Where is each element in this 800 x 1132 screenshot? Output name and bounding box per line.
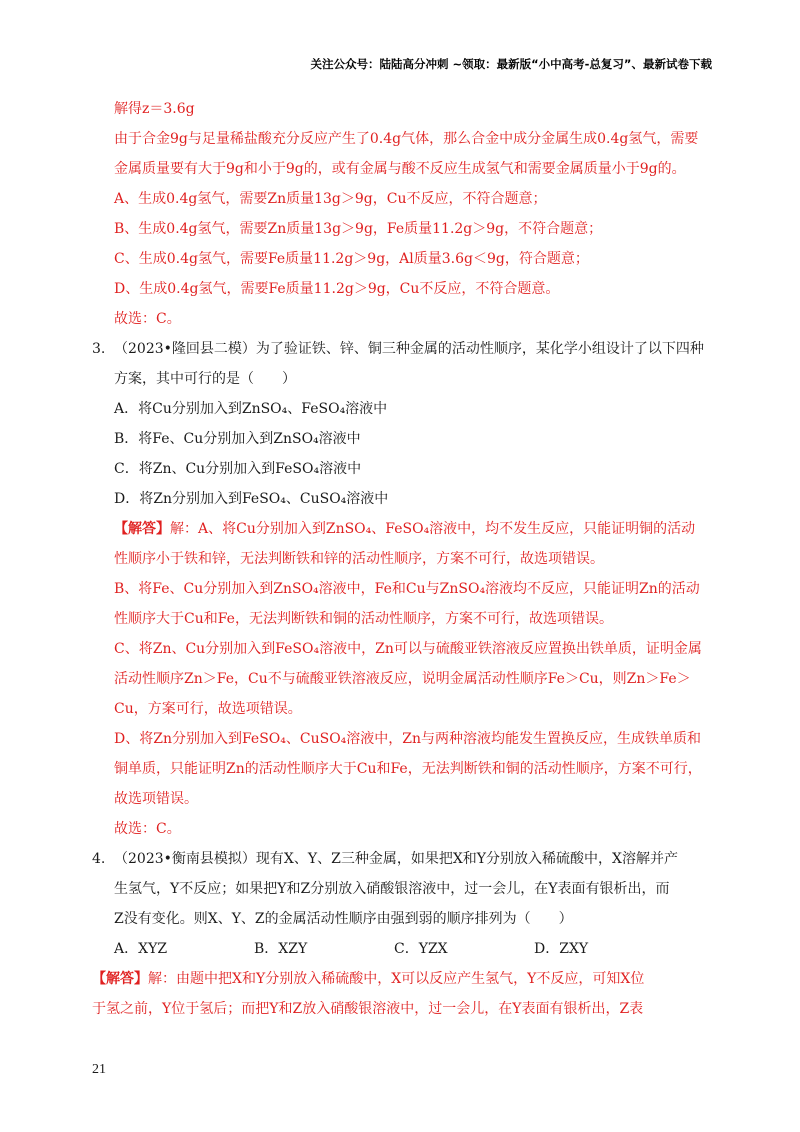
option-a: A．将Cu分别加入到ZnSO₄、FeSO₄溶液中 [114,401,388,417]
question-text: Z没有变化。则X、Y、Z的金属活动性顺序由强到弱的顺序排列为（ ） [114,911,573,927]
solution-line: 由于合金9g与足量稀盐酸充分反应产生了0.4g气体，那么合金中成分金属生成0.4g氢气，需要 [114,131,699,147]
answer-line [92,514,722,544]
solution-line: 解得z＝3.6g [114,101,195,117]
solution-line: A、生成0.4g氢气，需要Zn质量13g＞9g，Cu不反应，不符合题意； [114,191,547,207]
options-row [92,934,722,964]
answer-tag: 【解答】 [114,521,170,537]
answer-line: B、将Fe、Cu分别加入到ZnSO₄溶液中，Fe和Cu与ZnSO₄溶液均不反应，只能证明Zn的活动 [114,581,700,597]
question-number: 4. [92,851,106,867]
answer-text: 解：A、将Cu分别加入到ZnSO₄、FeSO₄溶液中，均不发生反应，只能证明铜的活动 [170,521,696,537]
question-text: （2023•隆回县二模）为了验证铁、锌、铜三种金属的活动性顺序，某化学小组设计了以下四种 [114,341,704,357]
answer-line: D、将Zn分别加入到FeSO₄、CuSO₄溶液中，Zn与两种溶液均能发生置换反应，生成铁单质和 [114,731,702,747]
answer-line: 故选：C。 [114,821,181,837]
answer-line: 性顺序小于铁和锌，无法判断铁和锌的活动性顺序，方案不可行，故选项错误。 [114,551,604,567]
question-3-stem [92,334,722,364]
question-number: 3. [92,341,106,357]
option-c: C．将Zn、Cu分别加入到FeSO₄溶液中 [114,461,362,477]
answer-line: 性顺序大于Cu和Fe，无法判断铁和铜的活动性顺序，方案不可行，故选项错误。 [114,611,613,627]
option-b: B．将Fe、Cu分别加入到ZnSO₄溶液中 [114,431,361,447]
option-b: B．XZY [254,941,308,957]
answer-line: 铜单质，只能证明Zn的活动性顺序大于Cu和Fe，无法判断铁和铜的活动性顺序，方案不可行， [114,761,702,777]
answer-text: 解：由题中把X和Y分别放入稀硫酸中，X可以反应产生氢气，Y不反应，可知X位 [148,971,645,987]
page-content [92,94,722,1024]
question-4-stem [92,844,722,874]
answer-line [92,964,722,994]
solution-line: D、生成0.4g氢气，需要Fe质量11.2g＞9g，Cu不反应，不符合题意。 [114,281,560,297]
solution-line: 金属质量要有大于9g和小于9g的，或有金属与酸不反应生成氢气和需要金属质量小于9g的。 [114,161,686,177]
solution-line: C、生成0.4g氢气，需要Fe质量11.2g＞9g，Al质量3.6g＜9g，符合题意； [114,251,589,267]
question-text: 方案，其中可行的是（ ） [114,371,296,387]
question-text: 生氢气，Y不反应；如果把Y和Z分别放入硝酸银溶液中，过一会儿，在Y表面有银析出，而 [114,881,670,897]
option-d: D．将Zn分别加入到FeSO₄、CuSO₄溶液中 [114,491,389,507]
answer-line: 于氢之前，Y位于氢后；而把Y和Z放入硝酸银溶液中，过一会儿，在Y表面有银析出，Z表 [92,1001,644,1017]
answer-line: C、将Zn、Cu分别加入到FeSO₄溶液中，Zn可以与硫酸亚铁溶液反应置换出铁单质，证明金属 [114,641,702,657]
answer-tag: 【解答】 [92,971,148,987]
solution-line: 故选：C。 [114,311,181,327]
answer-line: 活动性顺序Zn＞Fe，Cu不与硫酸亚铁溶液反应，说明金属活动性顺序Fe＞Cu，则Zn＞Fe＞ [114,671,691,687]
page-number: 21 [92,1062,106,1077]
question-text: （2023•衡南县模拟）现有X、Y、Z三种金属，如果把X和Y分别放入稀硫酸中，X溶解并产 [114,851,678,867]
answer-line: 故选项错误。 [114,791,198,807]
answer-line: Cu，方案可行，故选项错误。 [114,701,302,717]
option-d: D．ZXY [534,941,589,957]
option-a: A．XYZ [114,941,168,957]
page-header: 关注公众号：陆陆高分冲刺 ~领取：最新版“小中高考-总复习”、最新试卷下载 [310,57,712,71]
solution-line: B、生成0.4g氢气，需要Zn质量13g＞9g，Fe质量11.2g＞9g，不符合题意； [114,221,603,237]
option-c: C．YZX [394,941,448,957]
